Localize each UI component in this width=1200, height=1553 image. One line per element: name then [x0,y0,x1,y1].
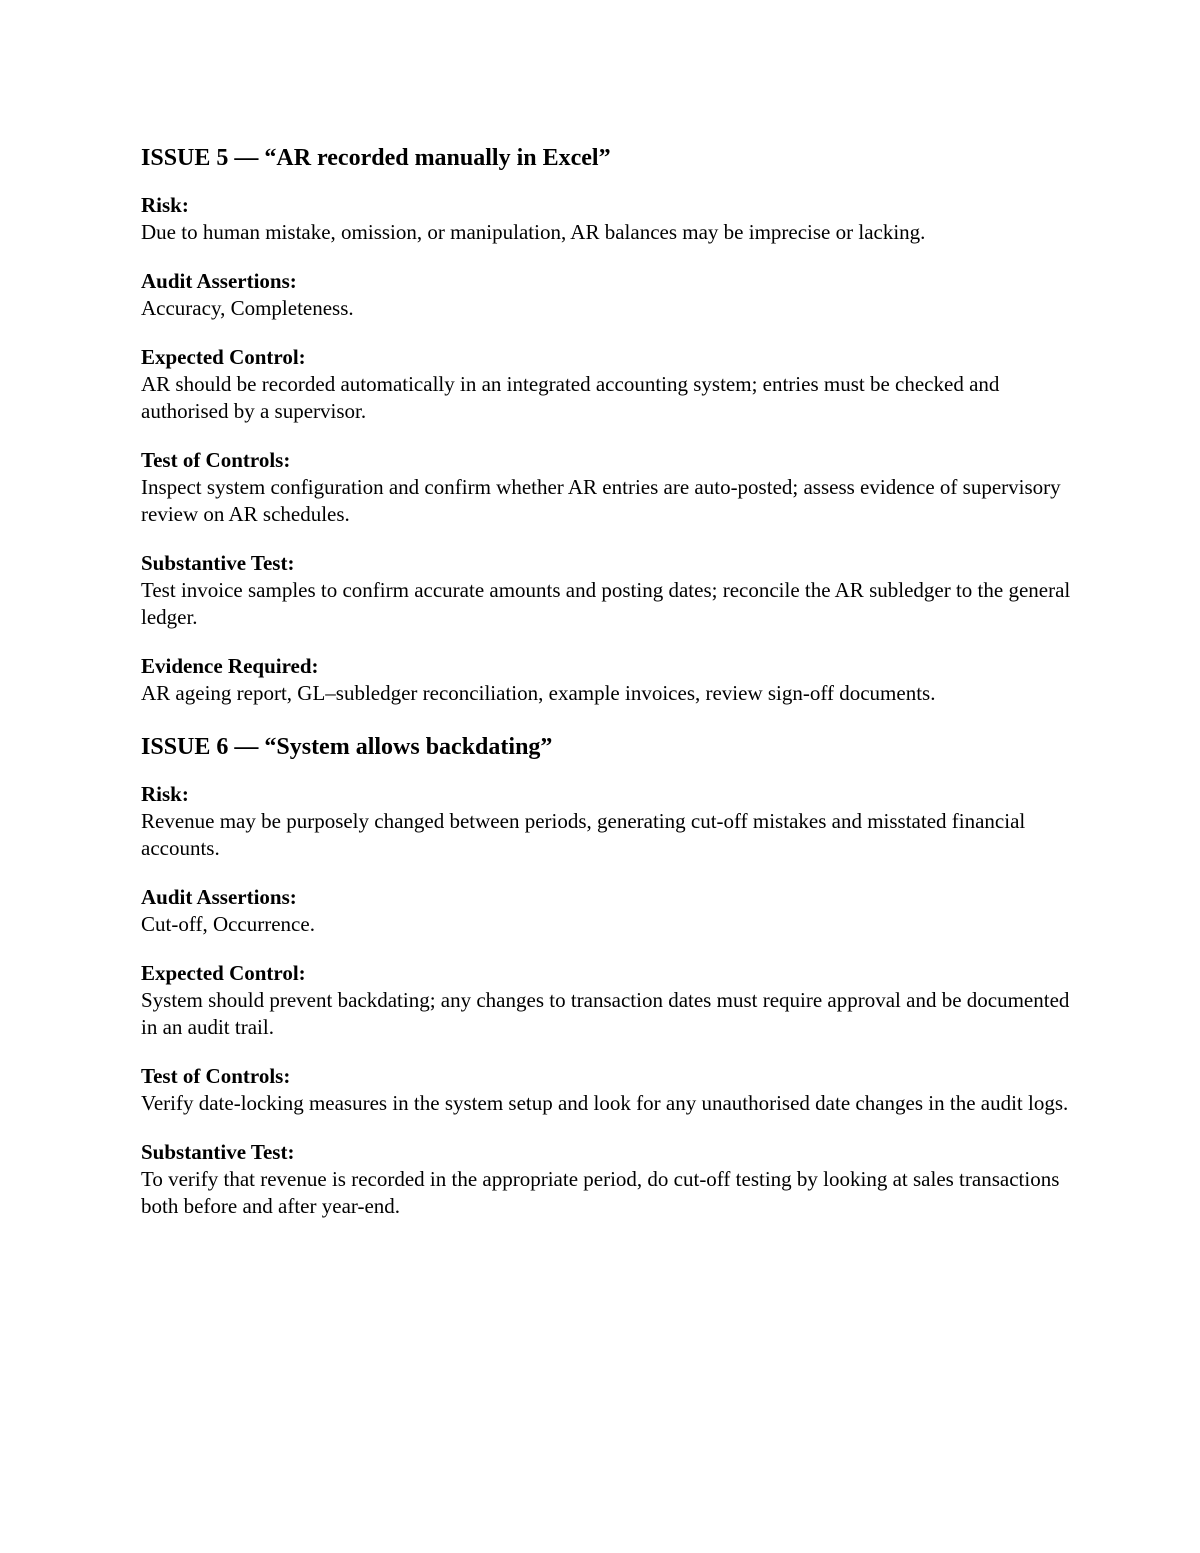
audit-assertions-section [141,884,1071,938]
section-label: Evidence Required: [141,654,319,678]
test-of-controls-section [141,447,1071,528]
section-label: Expected Control: [141,961,306,985]
section-label: Test of Controls: [141,448,291,472]
test-of-controls-section [141,1063,1071,1117]
substantive-test-section [141,1139,1071,1220]
section-text: Test invoice samples to confirm accurate amounts and posting dates; reconcile the AR subledger to the general ledger. [141,578,1071,629]
section-text: Revenue may be purposely changed between periods, generating cut-off mistakes and misstated financial accounts. [141,809,1026,860]
issue-6 [141,729,1071,1220]
section-text: Due to human mistake, omission, or manipulation, AR balances may be imprecise or lacking. [141,220,926,244]
document-page [141,140,1071,1242]
section-text: System should prevent backdating; any changes to transaction dates must require approval and be documented in an audit trail. [141,988,1070,1039]
section-text: Cut-off, Occurrence. [141,912,315,936]
risk-section [141,781,1071,862]
issue-title: ISSUE 6 — “System allows backdating” [141,734,553,760]
section-label: Test of Controls: [141,1064,291,1088]
section-label: Risk: [141,782,189,806]
issue-5 [141,140,1071,707]
evidence-required-section [141,653,1071,707]
section-label: Audit Assertions: [141,269,297,293]
section-text: Inspect system configuration and confirm whether AR entries are auto-posted; assess evidence of supervisory review on AR schedules. [141,475,1061,526]
section-text: Accuracy, Completeness. [141,296,354,320]
section-label: Substantive Test: [141,551,295,575]
section-label: Audit Assertions: [141,885,297,909]
section-text: To verify that revenue is recorded in the appropriate period, do cut-off testing by looking at sales transactions both before and after year-end. [141,1167,1060,1218]
expected-control-section [141,960,1071,1041]
expected-control-section [141,344,1071,425]
risk-section [141,192,1071,246]
section-text: Verify date-locking measures in the system setup and look for any unauthorised date changes in the audit logs. [141,1091,1069,1115]
section-label: Risk: [141,193,189,217]
audit-assertions-section [141,268,1071,322]
section-label: Expected Control: [141,345,306,369]
section-label: Substantive Test: [141,1140,295,1164]
section-text: AR ageing report, GL–subledger reconciliation, example invoices, review sign-off documents. [141,681,936,705]
issue-title: ISSUE 5 — “AR recorded manually in Excel” [141,145,611,171]
section-text: AR should be recorded automatically in an integrated accounting system; entries must be checked and authorised by a supervisor. [141,372,1000,423]
substantive-test-section [141,550,1071,631]
